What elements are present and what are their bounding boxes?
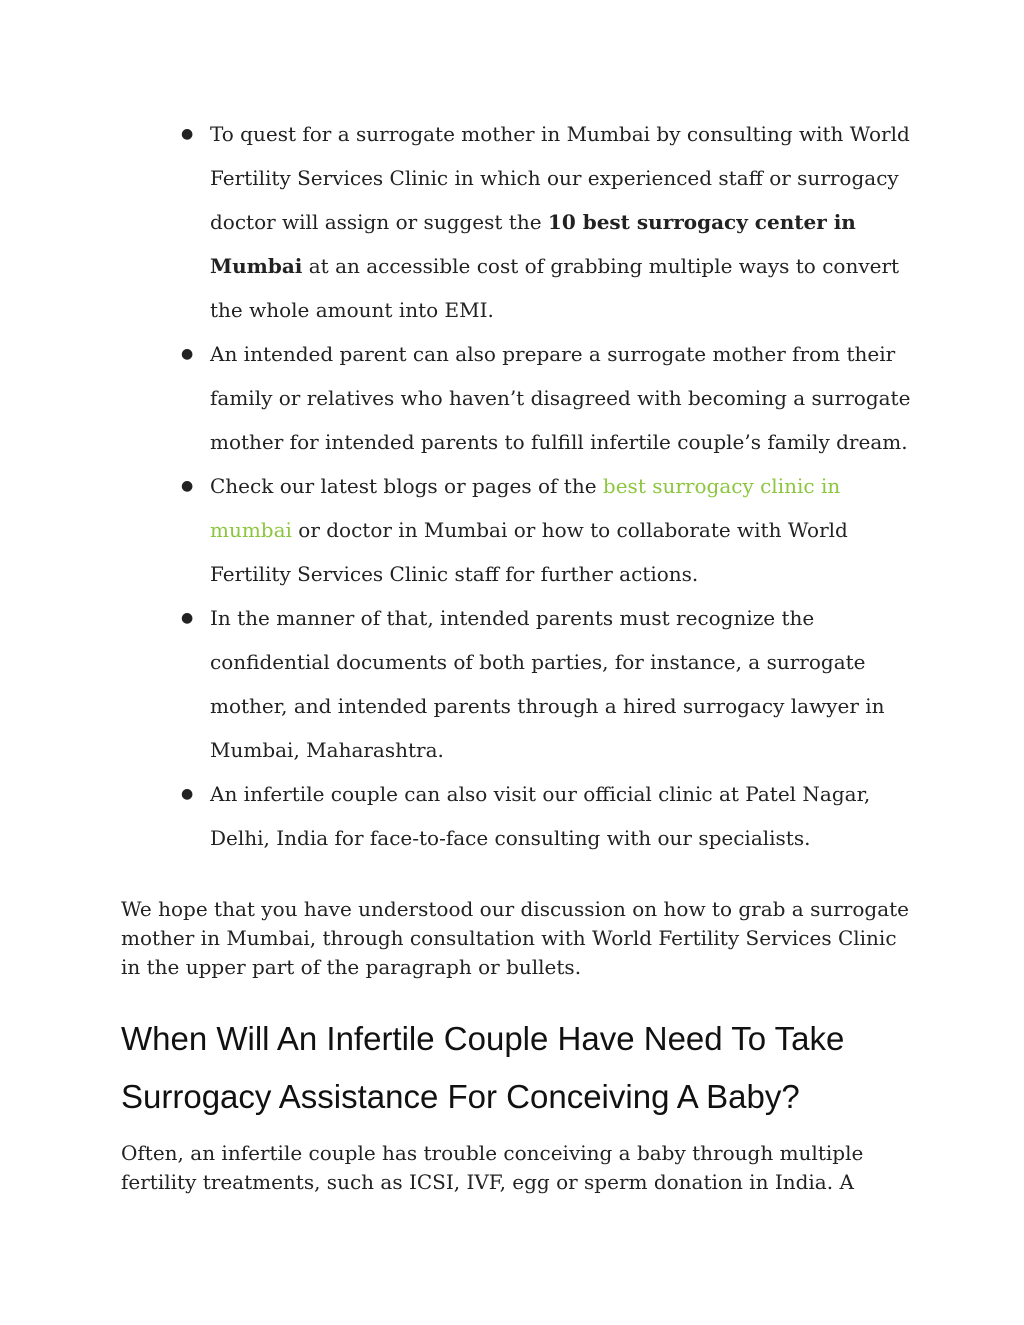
bullet-text: or doctor in Mumbai or how to collaborate with World Fertility Services Clinic staff for further actions. xyxy=(210,518,848,586)
bullet-item-quest xyxy=(0,112,1024,332)
bullet-item-blogs xyxy=(0,464,1024,596)
bullet-dot-icon: ● xyxy=(181,478,194,494)
bullet-text: at an accessible cost of grabbing multiple ways to convert the whole amount into EMI. xyxy=(210,254,900,322)
bullet-text: To quest for a surrogate mother in Mumbai by consulting with World Fertility Services Clinic in which our experienced staff or surrogacy doctor will assign or suggest the xyxy=(210,122,910,234)
bullet-item-documents xyxy=(0,596,1024,772)
bullet-item-visit xyxy=(0,772,1024,860)
bullet-text: An intended parent can also prepare a surrogate mother from their family or relatives who haven’t disagreed with becoming a surrogate mother for intended parents to fulfill infertile couple’s family dream. xyxy=(210,342,911,454)
bullet-text: An infertile couple can also visit our official clinic at Patel Nagar, Delhi, India for face-to-face consulting with our specialists. xyxy=(210,782,871,850)
bullet-dot-icon: ● xyxy=(181,126,194,142)
bullet-list xyxy=(0,112,1024,860)
bullet-item-family xyxy=(0,332,1024,464)
bold-phrase: 10 best surrogacy center in Mumbai xyxy=(210,210,856,278)
section-paragraph: Often, an infertile couple has trouble conceiving a baby through multiple fertility treatments, such as ICSI, IVF, egg or sperm donation in India. A xyxy=(121,1141,864,1194)
section-heading: When Will An Infertile Couple Have Need To Take Surrogacy Assistance For Conceiving A Baby? xyxy=(121,1020,845,1115)
bullet-text: In the manner of that, intended parents must recognize the confidential documents of both parties, for instance, a surrogate mother, and intended parents through a hired surrogacy lawyer in Mumbai, Maharashtra. xyxy=(210,606,885,762)
clinic-link[interactable]: best surrogacy clinic in mumbai xyxy=(210,474,841,542)
bullet-text: Check our latest blogs or pages of the xyxy=(210,474,603,498)
bullet-dot-icon: ● xyxy=(181,346,194,362)
bullet-dot-icon: ● xyxy=(181,610,194,626)
bullet-dot-icon: ● xyxy=(181,786,194,802)
summary-paragraph: We hope that you have understood our discussion on how to grab a surrogate mother in Mumbai, through consultation with World Fertility Services Clinic in the upper part of the paragraph or bullets. xyxy=(121,897,909,979)
